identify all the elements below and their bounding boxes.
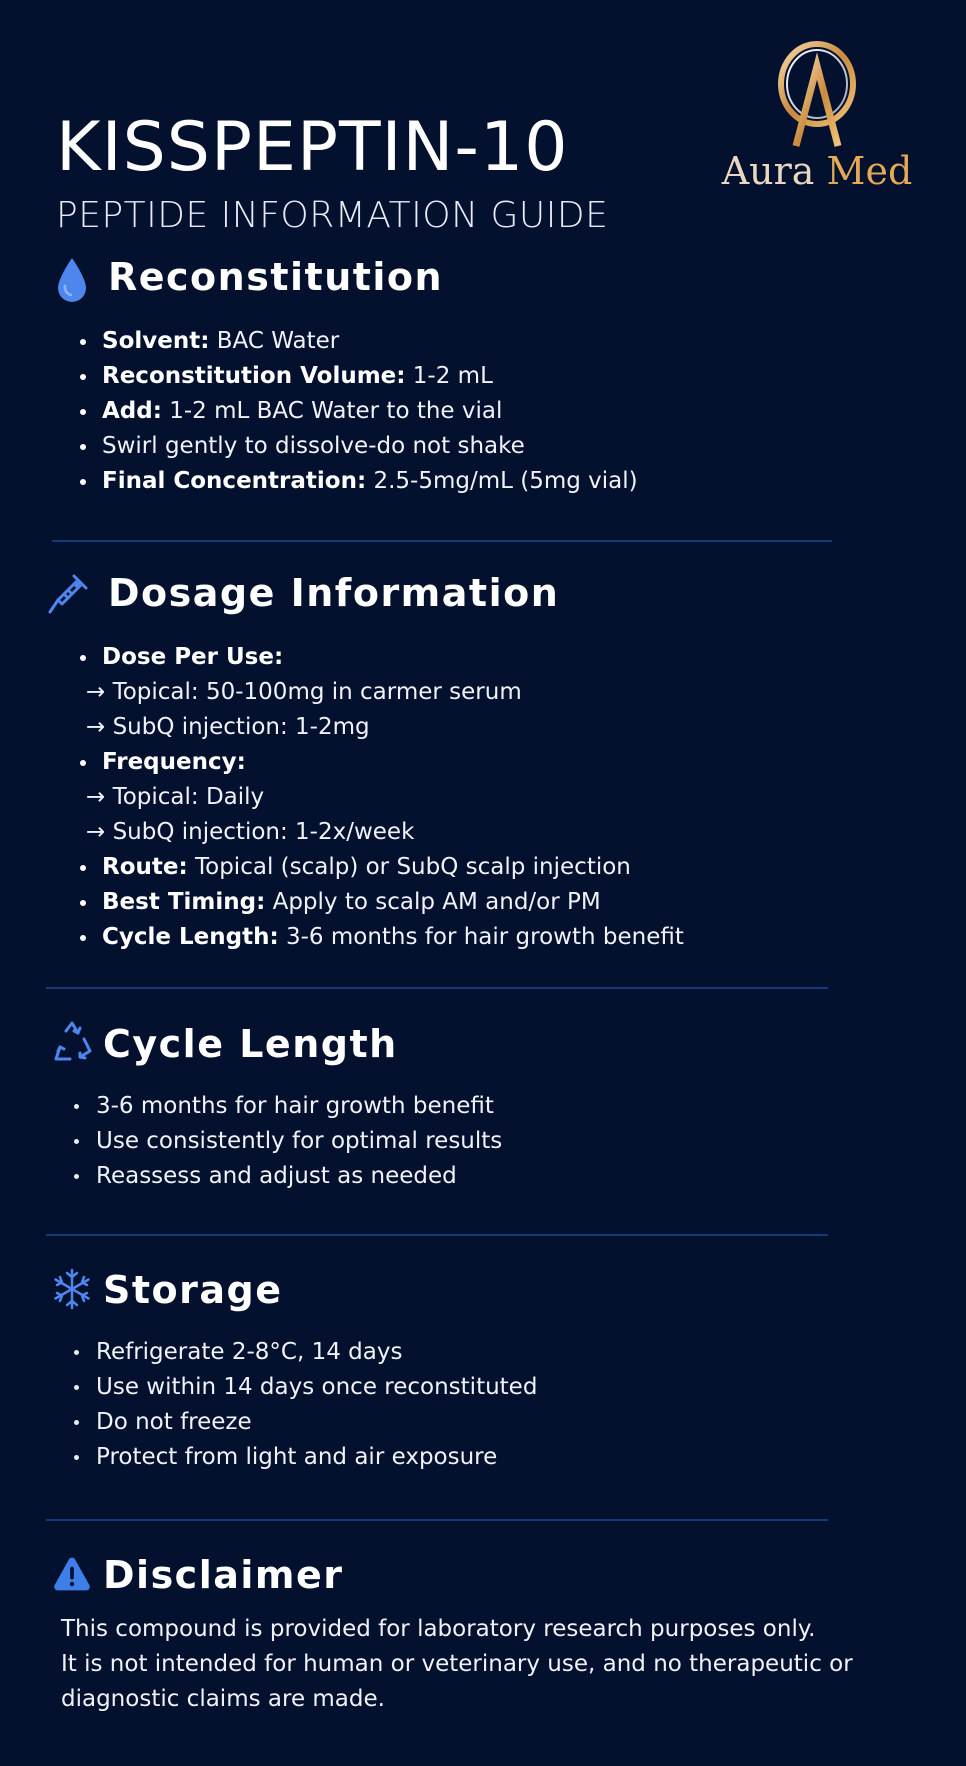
cycle-list [96, 1089, 502, 1194]
list-item: Refrigerate 2-8°C, 14 days [96, 1335, 537, 1370]
timing-item [102, 885, 684, 920]
list-item [102, 324, 638, 359]
storage-title: Storage [103, 1268, 283, 1312]
list-item: Protect from light and air exposure [96, 1440, 537, 1475]
dosage-list [86, 640, 684, 955]
logo-wordmark [712, 148, 922, 194]
list-item: Reassess and adjust as needed [96, 1159, 502, 1194]
section-divider [46, 1234, 828, 1236]
section-divider [52, 540, 832, 542]
cycle-header [0, 1019, 900, 1069]
reconstitution-header [0, 252, 900, 302]
storage-list [96, 1335, 537, 1475]
disclaimer-line: It is not intended for human or veterinary use, and no therapeutic or [61, 1651, 853, 1677]
frequency-item [102, 745, 684, 780]
frequency-sub-item: → Topical: Daily [86, 784, 265, 810]
frequency-sub-item: → SubQ injection: 1-2x/week [86, 819, 415, 845]
list-item [102, 429, 638, 464]
cycle-length-item [102, 920, 684, 955]
item-label: Cycle Length: [102, 924, 279, 950]
disclaimer-line: This compound is provided for laboratory research purposes only. [61, 1616, 816, 1642]
item-label: Best Timing: [102, 889, 266, 915]
route-item [102, 850, 684, 885]
droplet-icon [50, 252, 94, 304]
recycle-icon [50, 1021, 94, 1065]
disclaimer-text [61, 1612, 921, 1717]
item-text: BAC Water [209, 328, 340, 354]
reconstitution-list [102, 324, 638, 499]
item-label: Frequency: [102, 749, 246, 775]
item-label: Route: [102, 854, 188, 880]
item-text: 3-6 months for hair growth benefit [278, 924, 684, 950]
item-text: 1-2 mL BAC Water to the vial [161, 398, 503, 424]
cycle-title: Cycle Length [103, 1022, 398, 1066]
item-label: Final Concentration: [102, 468, 367, 494]
syringe-icon [46, 572, 90, 616]
item-text: Apply to scalp AM and/or PM [265, 889, 601, 915]
list-item [102, 464, 638, 499]
page-title: KISSPEPTIN-10 [56, 108, 569, 187]
item-label: Reconstitution Volume: [102, 363, 406, 389]
reconstitution-title: Reconstitution [108, 255, 444, 299]
item-label: Add: [102, 398, 162, 424]
list-item: Use consistently for optimal results [96, 1124, 502, 1159]
section-divider [46, 987, 828, 989]
item-label: Dose Per Use: [102, 644, 284, 670]
dose-per-use-item [102, 640, 684, 675]
storage-header [0, 1265, 900, 1315]
snowflake-icon [50, 1267, 94, 1311]
logo-emblem-icon [712, 36, 922, 156]
logo-word-aura: Aura [721, 149, 815, 193]
section-divider [46, 1519, 828, 1521]
item-text: Swirl gently to dissolve-do not shake [102, 433, 525, 459]
item-text: 2.5-5mg/mL (5mg vial) [366, 468, 638, 494]
list-item [102, 359, 638, 394]
item-text: Topical (scalp) or SubQ scalp injection [187, 854, 631, 880]
warning-icon [52, 1554, 92, 1594]
list-item [102, 394, 638, 429]
page-subtitle: PEPTIDE INFORMATION GUIDE [56, 195, 609, 236]
list-item: 3-6 months for hair growth benefit [96, 1089, 502, 1124]
item-text: 1-2 mL [405, 363, 493, 389]
dosage-title: Dosage Information [108, 571, 560, 615]
logo-word-med: Med [826, 149, 913, 193]
auramed-logo [712, 36, 922, 196]
dosage-header [0, 568, 900, 618]
item-label: Solvent: [102, 328, 210, 354]
dose-sub-item: → Topical: 50-100mg in carmer serum [86, 679, 522, 705]
disclaimer-title: Disclaimer [103, 1553, 344, 1597]
disclaimer-header [0, 1550, 900, 1600]
dose-sub-item: → SubQ injection: 1-2mg [86, 714, 370, 740]
list-item: Use within 14 days once reconstituted [96, 1370, 537, 1405]
list-item: Do not freeze [96, 1405, 537, 1440]
disclaimer-line: diagnostic claims are made. [61, 1686, 385, 1712]
